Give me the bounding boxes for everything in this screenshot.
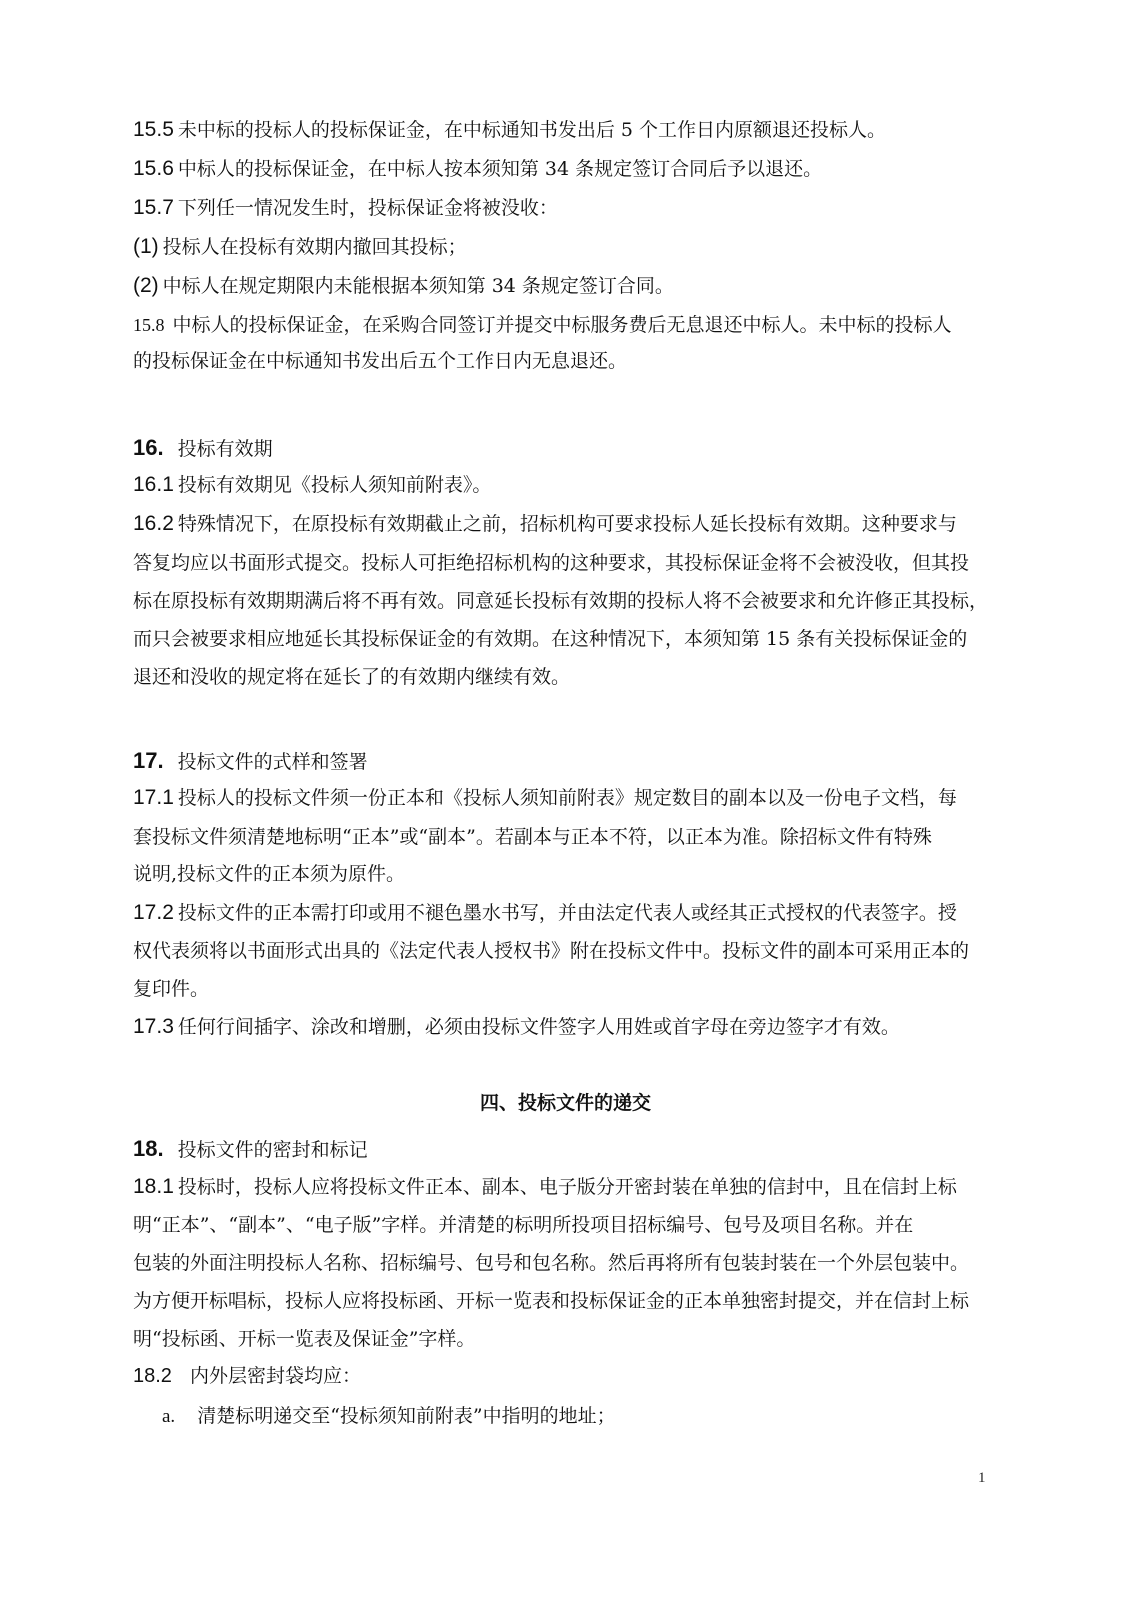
item-letter: a. (162, 1406, 176, 1427)
heading-number: 17. (133, 748, 164, 773)
clause-text: 未中标的投标人的投标保证金，在中标通知书发出后 5 个工作日内原额退还投标人。 (177, 119, 887, 141)
clause-text: 明“正本”、“副本”、“电子版”字样。并清楚的标明所投项目招标编号、包号及项目名称。并在 (133, 1214, 914, 1236)
clause-text: 投标时，投标人应将投标文件正本、副本、电子版分开密封装在单独的信封中，且在信封上标 (177, 1176, 957, 1198)
heading-number: 18. (133, 1136, 164, 1161)
heading-text: 投标有效期 (177, 438, 273, 460)
clause-number: 17.1 (133, 786, 174, 809)
clause-15-8 (133, 311, 1013, 339)
clause-text: 权代表须将以书面形式出具的《法定代表人授权书》附在投标文件中。投标文件的副本可采用正本的 (133, 940, 970, 962)
clause-text: 退还和没收的规定将在延长了的有效期内继续有效。 (133, 666, 571, 688)
clause-16-2-line-2 (133, 549, 1013, 577)
clause-16-2-line-5 (133, 663, 1013, 691)
clause-15-5 (133, 116, 1013, 144)
section-title: 四、投标文件的递交 (479, 1092, 651, 1114)
clause-16-2 (133, 510, 1013, 538)
clause-text: 特殊情况下，在原投标有效期截止之前，招标机构可要求投标人延长投标有效期。这种要求与 (177, 513, 957, 535)
heading-text: 投标文件的密封和标记 (177, 1139, 368, 1161)
clause-18-1-line-5 (133, 1325, 1013, 1353)
clause-text: 包装的外面注明投标人名称、招标编号、包号和包名称。然后再将所有包装封装在一个外层包装中。 (133, 1252, 970, 1274)
clause-17-1-line-3 (133, 860, 1013, 888)
clause-text: 标在原投标有效期期满后将不再有效。同意延长投标有效期的投标人将不会被要求和允许修正其投标， (133, 590, 989, 612)
clause-18-2-item-a (162, 1402, 616, 1431)
clause-text: 投标人的投标文件须一份正本和《投标人须知前附表》规定数目的副本以及一份电子文档，每 (177, 787, 957, 809)
clause-17-2-line-2 (133, 937, 1013, 965)
item-text: 清楚标明递交至“投标须知前附表”中指明的地址； (197, 1405, 616, 1427)
clause-17-2 (133, 899, 1013, 927)
clause-15-6 (133, 155, 1013, 183)
heading-18 (133, 1135, 1013, 1164)
heading-17 (133, 747, 1013, 776)
clause-18-2 (133, 1362, 1013, 1390)
page-number: 1 (978, 1470, 986, 1486)
clause-number: 15.5 (133, 118, 174, 141)
clause-text: 下列任一情况发生时，投标保证金将被没收： (177, 197, 558, 219)
clause-18-1 (133, 1173, 1013, 1201)
clause-17-1 (133, 784, 1013, 812)
clause-number: 15.7 (133, 196, 174, 219)
clause-text: 明“投标函、开标一览表及保证金”字样。 (133, 1328, 476, 1350)
clause-text: 中标人的投标保证金，在采购合同签订并提交中标服务费后无息退还中标人。未中标的投标人 (172, 314, 952, 336)
clause-text: 投标有效期见《投标人须知前附表》。 (177, 474, 492, 496)
clause-text: 答复均应以书面形式提交。投标人可拒绝招标机构的这种要求，其投标保证金将不会被没收，但其投 (133, 552, 970, 574)
heading-16 (133, 434, 1013, 463)
clause-number: 16.1 (133, 473, 174, 496)
clause-number: 18.1 (133, 1175, 174, 1198)
clause-18-1-line-2 (133, 1211, 1013, 1239)
clause-16-2-line-4 (133, 625, 1013, 653)
clause-17-1-line-2 (133, 823, 1013, 851)
clause-text: 中标人的投标保证金，在中标人按本须知第 34 条规定签订合同后予以退还。 (177, 158, 823, 180)
clause-17-2-line-3 (133, 975, 1013, 1003)
clause-text: 复印件。 (133, 978, 210, 1000)
clause-number: 18.2 (133, 1365, 172, 1387)
clause-text: 内外层密封袋均应： (189, 1365, 361, 1387)
item-number: (2) (133, 274, 159, 297)
clause-number: 16.2 (133, 512, 174, 535)
clause-number: 17.3 (133, 1015, 174, 1038)
heading-number: 16. (133, 435, 164, 460)
clause-17-3 (133, 1013, 1013, 1041)
heading-text: 投标文件的式样和签署 (177, 751, 368, 773)
item-text: 中标人在规定期限内未能根据本须知第 34 条规定签订合同。 (162, 275, 674, 297)
clause-15-7-item-2 (133, 272, 1013, 300)
clause-15-7 (133, 194, 1013, 222)
item-number: (1) (133, 235, 159, 258)
clause-16-1 (133, 471, 1013, 499)
clause-18-1-line-3 (133, 1249, 1013, 1277)
clause-text: 任何行间插字、涂改和增删，必须由投标文件签字人用姓或首字母在旁边签字才有效。 (177, 1016, 900, 1038)
clause-number: 17.2 (133, 901, 174, 924)
clause-text: 投标文件的正本需打印或用不褪色墨水书写，并由法定代表人或经其正式授权的代表签字。授 (177, 902, 957, 924)
item-text: 投标人在投标有效期内撤回其投标； (162, 236, 467, 258)
clause-text: 而只会被要求相应地延长其投标保证金的有效期。在这种情况下，本须知第 15 条有关投标保证金的 (133, 628, 968, 650)
clause-text: 套投标文件须清楚地标明“正本”或“副本”。若副本与正本不符，以正本为准。除招标文件有特殊 (133, 826, 932, 848)
clause-15-7-item-1 (133, 233, 1013, 261)
clause-text: 为方便开标唱标，投标人应将投标函、开标一览表和投标保证金的正本单独密封提交，并在信封上标 (133, 1290, 970, 1312)
clause-text: 的投标保证金在中标通知书发出后五个工作日内无息退还。 (133, 350, 628, 372)
clause-18-1-line-4 (133, 1287, 1013, 1315)
clause-text: 说明,投标文件的正本须为原件。 (133, 863, 406, 885)
clause-number: 15.6 (133, 157, 174, 180)
clause-16-2-line-3 (133, 587, 1013, 615)
clause-number: 15.8 (133, 315, 165, 335)
clause-15-8-continued (133, 347, 1013, 375)
